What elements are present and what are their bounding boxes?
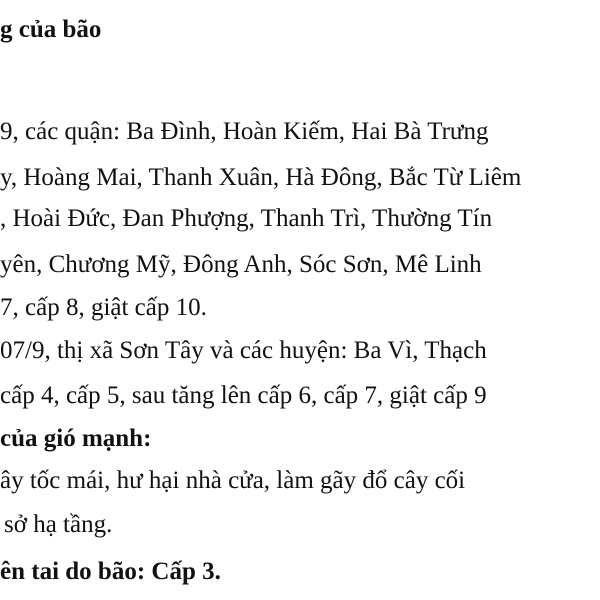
paragraph-line-8: ây tốc mái, hư hại nhà cửa, làm gãy đổ cây cối [0, 467, 466, 494]
paragraph-line-3: , Hoài Đức, Đan Phượng, Thanh Trì, Thường Tín [0, 205, 493, 232]
paragraph-line-2: y, Hoàng Mai, Thanh Xuân, Hà Đông, Bắc Từ Liêm [0, 164, 522, 191]
heading-storm-impact: g của bão [0, 16, 102, 43]
paragraph-line-6: 07/9, thị xã Sơn Tây và các huyện: Ba Vì, Thạch [0, 337, 487, 364]
paragraph-line-1: 9, các quận: Ba Đình, Hoàn Kiếm, Hai Bà Trưng [0, 118, 489, 145]
paragraph-line-5: 7, cấp 8, giật cấp 10. [0, 294, 207, 321]
heading-strong-wind-effects: của gió mạnh: [0, 425, 152, 452]
paragraph-line-4: yên, Chương Mỹ, Đông Anh, Sóc Sơn, Mê Linh [0, 251, 482, 278]
heading-disaster-risk-level: ên tai do bão: Cấp 3. [0, 558, 221, 585]
paragraph-line-7: cấp 4, cấp 5, sau tăng lên cấp 6, cấp 7, giật cấp 9 [0, 382, 487, 409]
paragraph-line-9: sở hạ tầng. [4, 511, 113, 538]
